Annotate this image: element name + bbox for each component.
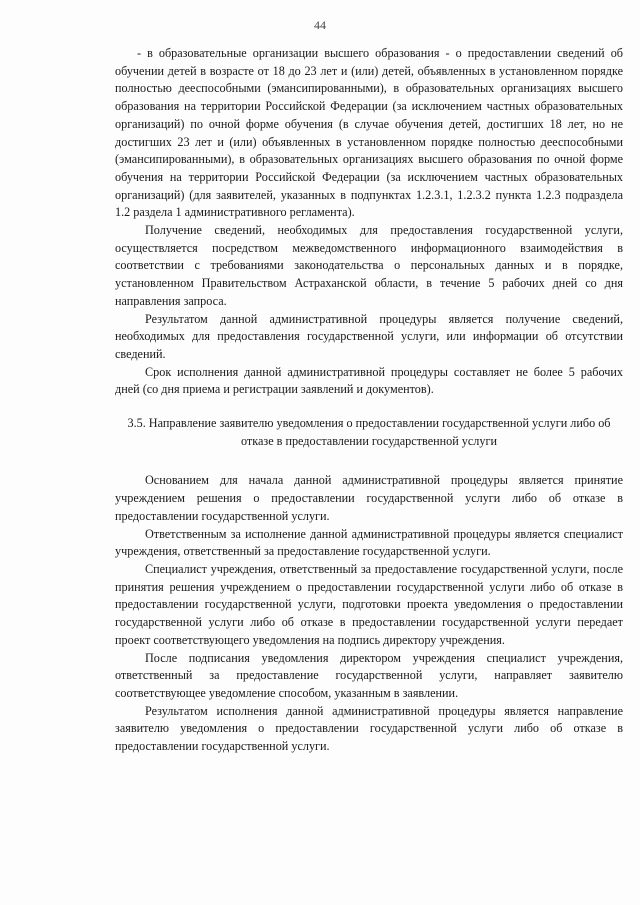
paragraph: Ответственным за исполнение данной административной процедуры является специалист учреждения, ответственный за предоставление государственной услуги. <box>115 526 623 559</box>
document-body <box>115 45 623 756</box>
page-number: 44 <box>314 18 326 32</box>
paragraph: Результатом исполнения данной административной процедуры является направление заявителю уведомления о предоставлении государственной услуги либо об отказе в предоставлении государственной услуги. <box>115 703 623 754</box>
paragraph: - в образовательные организации высшего образования - о предоставлении сведений об обучении детей в возрасте от 18 до 23 лет и (или) детей, объявленных в установленном порядке полностью дееспособными (эмансипированными), в образовательных организациях высшего образования на территории Российской Федерации (за исключением частных образовательных организаций) по очной форме обучения (в случае обучения детей, достигших 18 лет, но не достигших 23 лет и (или) объявленных в установленном порядке полностью дееспособными (эмансипированными), в образовательных организациях высшего образования по очной форме обучения на территории Российской Федерации (за исключением частных образовательных организаций) (для заявителей, указанных в подпунктах 1.2.3.1, 1.2.3.2 пункта 1.2.3 подраздела 1.2 раздела 1 административного регламента). <box>115 46 623 220</box>
paragraph: Срок исполнения данной административной процедуры составляет не более 5 рабочих дней (со дня приема и регистрации заявлений и документов). <box>115 364 623 397</box>
paragraph: Специалист учреждения, ответственный за предоставление государственной услуги, после принятия решения учреждением о предоставлении государственной услуги либо об отказе в предоставлении государственной услуги, подготовки проекта уведомления о предоставлении государственной услуги либо об отказе в предоставлении государственной услуги передает проект соответствующего уведомления на подпись директору учреждения. <box>115 561 623 647</box>
section-heading: 3.5. Направление заявителю уведомления о предоставлении государственной услуги либо об отказе в предоставлении государственной услуги <box>127 416 611 448</box>
paragraph: После подписания уведомления директором учреждения специалист учреждения, ответственный за предоставление государственной услуги, направляет заявителю соответствующее уведомление способом, указанным в заявлении. <box>115 650 623 700</box>
paragraph: Получение сведений, необходимых для предоставления государственной услуги, осуществляется посредством межведомственного информационного взаимодействия в соответствии с требованиями законодательства о персональных данных и в порядке, установленном Правительством Астраханской области, в течение 5 рабочих дней со дня направления запроса. <box>115 223 623 308</box>
paragraph: Результатом данной административной процедуры является получение сведений, необходимых для предоставления государственной услуги, или информации об отсутствии сведений. <box>115 311 623 361</box>
paragraph: Основанием для начала данной административной процедуры является принятие учреждением решения о предоставлении государственной услуги либо об отказе в предоставлении государственной услуги. <box>115 473 623 523</box>
